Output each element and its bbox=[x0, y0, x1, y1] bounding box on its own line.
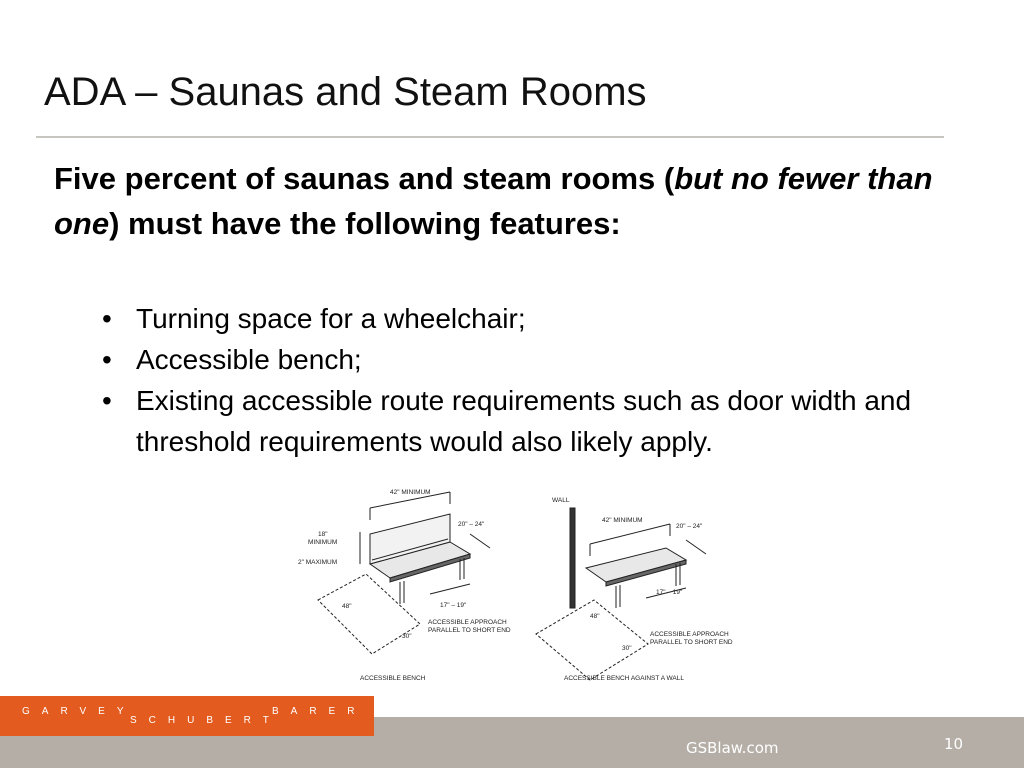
logo-schubert: SCHUBERT bbox=[130, 715, 281, 726]
left-dim-length: 42" MINIMUM bbox=[390, 489, 431, 496]
lead-text-italic: but no fewer than one bbox=[54, 161, 933, 241]
list-item-text: Accessible bench; bbox=[136, 344, 362, 375]
right-approach-line1: ACCESSIBLE APPROACH bbox=[650, 631, 729, 638]
lead-text-end: ) must have the following features: bbox=[109, 206, 621, 241]
right-dim-space-depth: 30" bbox=[622, 645, 632, 652]
title-divider bbox=[36, 136, 944, 138]
slide-title: ADA – Saunas and Steam Rooms bbox=[44, 70, 647, 114]
right-dim-depth: 20" – 24" bbox=[676, 523, 703, 530]
logo-barer: BARER bbox=[272, 706, 367, 717]
page-number: 10 bbox=[944, 735, 964, 753]
right-wall-label: WALL bbox=[552, 497, 570, 504]
right-clear-floor-space bbox=[536, 600, 648, 680]
right-dim-height: 17" – 19" bbox=[656, 589, 683, 596]
lead-text-start: Five percent of saunas and steam rooms ( bbox=[54, 161, 675, 196]
list-item bbox=[102, 380, 942, 462]
bullet-icon: • bbox=[102, 303, 112, 334]
wall bbox=[570, 508, 575, 608]
right-caption: ACCESSIBLE BENCH AGAINST A WALL bbox=[564, 675, 684, 682]
lead-paragraph bbox=[54, 156, 934, 246]
bench-diagram bbox=[290, 484, 750, 694]
bullet-icon: • bbox=[102, 344, 112, 375]
list-item-text: Existing accessible route requirements such as door width and threshold requirements would also likely apply. bbox=[136, 385, 912, 457]
left-dim-space-width: 48" bbox=[342, 603, 352, 610]
website-link[interactable]: GSBlaw.com bbox=[686, 739, 779, 757]
bullet-icon: • bbox=[102, 385, 112, 416]
firm-logo bbox=[0, 696, 374, 736]
left-caption: ACCESSIBLE BENCH bbox=[360, 675, 426, 682]
list-item bbox=[102, 339, 942, 380]
logo-garvey: GARVEY bbox=[22, 706, 136, 717]
left-dim-back: 18" bbox=[318, 531, 328, 538]
right-approach-line2: PARALLEL TO SHORT END bbox=[650, 639, 733, 646]
left-dim-gap: 2" MAXIMUM bbox=[298, 559, 338, 566]
left-dim-depth: 20" – 24" bbox=[458, 521, 485, 528]
right-dim-length: 42" MINIMUM bbox=[602, 517, 643, 524]
list-item bbox=[102, 298, 942, 339]
right-dim-space-width: 48" bbox=[590, 613, 600, 620]
left-dim-back-min: MINIMUM bbox=[308, 539, 338, 546]
left-clear-floor-space bbox=[318, 574, 420, 654]
left-approach-line1: ACCESSIBLE APPROACH bbox=[428, 619, 507, 626]
left-dim-space-depth: 30" bbox=[402, 633, 412, 640]
feature-list bbox=[102, 298, 942, 462]
left-approach-line2: PARALLEL TO SHORT END bbox=[428, 627, 511, 634]
list-item-text: Turning space for a wheelchair; bbox=[136, 303, 526, 334]
left-dim-height: 17" – 19" bbox=[440, 602, 467, 609]
